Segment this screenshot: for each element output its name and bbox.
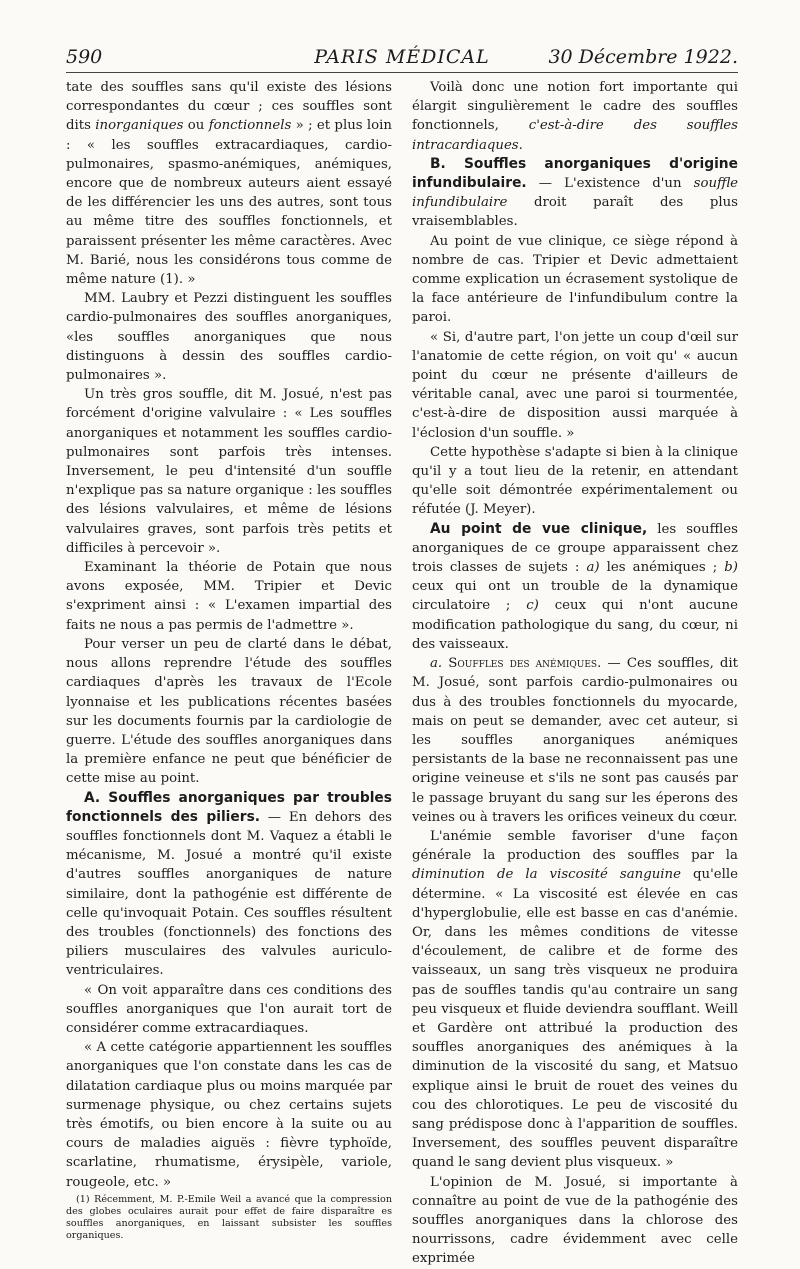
- paragraph: Pour verser un peu de clarté dans le débat, nous allons reprendre l'étude des souffles cardiaques d'après les travaux de l'Ecole lyonnaise et les publications récentes basées sur les documents fournis par la cardiologie de guerre. L'étude des souffles anorganiques dans la première enfance ne peut que bénéficier de cette mise au point.: [66, 636, 392, 787]
- section-a: A. Souffles anorganiques par troubles fonctionnels des piliers. — En dehors des souffles fonctionnels dont M. Vaquez a établi le mécanisme, M. Josué a montré qu'il existe d'autres souffles anorganiques de nature similaire, dont la pathogénie est différente de celle qu'invoquait Potain. Ces souffles résultent des troubles (fonctionnels) des fonctions des piliers musculaires des valvules auriculo-ventriculaires.: [66, 789, 393, 979]
- paragraph: « Si, d'autre part, l'on jette un coup d'œil sur l'anatomie de cette région, on voit qu' « aucun point du cœur ne présente d'ailleurs de véritable canal, avec une paroi si tourmentée, c'est-à-dire de disposition aussi marquée à l'éclosion d'un souffle. »: [412, 329, 738, 441]
- right-column: [412, 78, 738, 1269]
- paragraph: tate des souffles sans qu'il existe des lésions correspondantes du cœur ; ces souffles sont dits inorganiques ou fonctionnels » ; et plus loin : « les souffles extracardiaques, cardio-pulmonaires, spasmo-anémiques, anémiques, encore que de nombreux auteurs aient essayé de les différencier les uns des autres, sont tous au même titre des souffles fonctionnels, et paraissent présenter les même caractères. Avec M. Barié, nous les considérons tous comme de même nature (1). »: [66, 80, 392, 288]
- inline-heading: Au point de vue clinique,: [430, 520, 648, 537]
- paragraph: Au point de vue clinique, les souffles anorganiques de ce groupe apparaissent chez trois classes de sujets : a) les anémiques ; b) ceux qui ont un trouble de la dynamique circulatoire ; c) ceux qui n'ont aucune modification pathologique du sang, du cœur, ni des vaisseaux.: [412, 520, 739, 652]
- paragraph: « A cette catégorie appartiennent les souffles anorganiques que l'on constate dans les cas de dilatation cardiaque plus ou moins marquée par surmenage physique, ou chez certains sujets très émotifs, ou bien encore à la suite ou au cours de maladies aiguës : fièvre typhoïde, scarlatine, rhumatisme, érysipèle, variole, rougeole, etc. »: [66, 1040, 392, 1190]
- paragraph: « On voit apparaître dans ces conditions des souffles anorganiques que l'on aurait tort de considérer comme extracardiaques.: [66, 982, 392, 1036]
- section-heading: B. Souffles anorganiques d'origine infundibulaire.: [412, 155, 738, 192]
- paragraph: Cette hypothèse s'adapte si bien à la clinique qu'il y a tout lieu de la retenir, en attendant qu'elle soit démontrée expérimentalement ou réfutée (J. Meyer).: [412, 444, 738, 518]
- journal-title: PARIS MÉDICAL: [314, 46, 490, 68]
- paragraph: Un très gros souffle, dit M. Josué, n'est pas forcément d'origine valvulaire : « Les souffles anorganiques et notamment les souffles cardio-pulmonaires sont parfois très intenses. Inversement, le peu d'intensité d'un souffle n'explique pas sa nature organique : les souffles des lésions valvulaires, et même de lésions valvulaires graves, sont parfois très petits et difficiles à percevoir ».: [66, 387, 392, 556]
- paragraph: MM. Laubry et Pezzi distinguent les souffles cardio-pulmonaires des souffles anorganiques, «les souffles anorganiques que nous distinguons à dessin des souffles cardio-pulmonaires ».: [66, 291, 392, 384]
- subsection-heading: Souffles des anémiques.: [442, 656, 602, 672]
- section-b: B. Souffles anorganiques d'origine infundibulaire. — L'existence d'un souffle infundibulaire droit paraît des plus vraisemblables.: [412, 155, 738, 230]
- paragraph: L'opinion de M. Josué, si importante à connaître au point de vue de la pathogénie des souffles anorganiques dans la chlorose des nourrissons, cadre évidemment avec celle exprimée: [412, 1174, 738, 1267]
- paragraph: L'anémie semble favoriser d'une façon générale la production des souffles par la diminution de la viscosité sanguine qu'elle détermine. « La viscosité est élevée en cas d'hyperglobulie, elle est basse en cas d'anémie. Or, dans les mêmes conditions de vitesse d'écoulement, de calibre et de forme des vaisseaux, un sang très visqueux ne produira pas de souffles tandis qu'au contraire un sang peu visqueux et fluide deviendra soufflant. Weill et Gardère ont attribué la production des souffles anorganiques des anémiques à la diminution de la viscosité du sang, et Matsuo explique ainsi le bruit de rouet des veines du cou des chlorotiques. Le peu de viscosité du sang prédispose donc à l'apparition de souffles. Inversement, des souffles peuvent disparaître quand le sang devient plus visqueux. »: [412, 828, 739, 1171]
- paragraph: Examinant la théorie de Potain que nous avons exposée, MM. Tripier et Devic s'expriment ainsi : « L'examen impartial des faits ne nous a pas permis de l'admettre ».: [66, 560, 392, 633]
- page-number: 590: [66, 46, 103, 68]
- left-column: [66, 78, 392, 1242]
- issue-date: 30 Décembre 1922.: [548, 46, 738, 68]
- section-heading: A. Souffles anorganiques par troubles fonctionnels des piliers.: [66, 789, 392, 825]
- paragraph: Voilà donc une notion fort importante qui élargit singulièrement le cadre des souffles fonctionnels, c'est-à-dire des souffles intracardiaques.: [412, 80, 738, 153]
- subsection-a: a. Souffles des anémiques. — Ces souffles, dit M. Josué, sont parfois cardio-pulmonaires ou dus à des troubles fonctionnels du myocarde, mais on peut se demander, avec cet auteur, si les souffles anorganiques anémiques persistants de la base ne reconnaissent pas une origine veineuse et s'ils ne sont pas causés par le passage bruyant du sang sur les éperons des veines ou à travers les orifices veineux du cœur.: [412, 656, 739, 825]
- paragraph: Au point de vue clinique, ce siège répond à nombre de cas. Tripier et Devic admettaient comme explication un écrasement systolique de la face antérieure de l'infundibulum contre la paroi.: [412, 233, 738, 326]
- footnote: (1) Récemment, M. P.-Emile Weil a avancé que la compression des globes oculaires aurait pour effet de faire disparaître es souffles anorganiques, en laissant subsister les souffles organiques.: [66, 1193, 392, 1241]
- running-header: [66, 44, 738, 73]
